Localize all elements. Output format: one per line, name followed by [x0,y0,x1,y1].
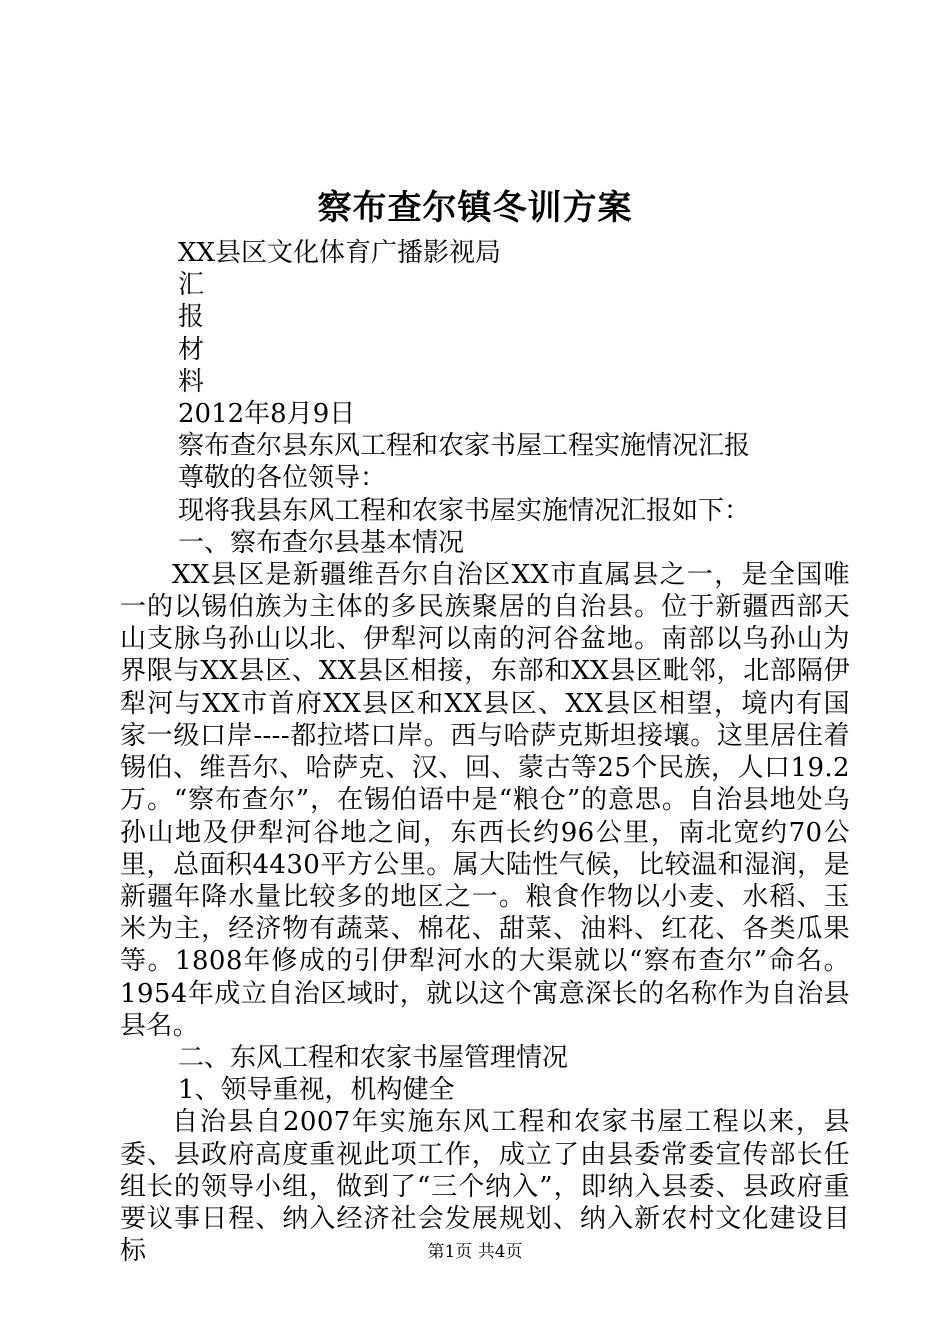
intro-line: 现将我县东风工程和农家书屋实施情况汇报如下： [178,495,751,526]
salutation: 尊敬的各位领导： [178,463,387,494]
section-2-heading: 二、东风工程和农家书屋管理情况 [178,1042,569,1073]
document-title: 察布查尔镇冬训方案 [317,188,633,228]
vertical-char-2: 报 [178,302,205,333]
vertical-char-3: 材 [178,334,205,365]
paragraph-leadership: 自治县自2007年实施东风工程和农家书屋工程以来，县委、县政府高度重视此项工作，成立了由县委常委宣传部长任组长的领导小组，做到了“三个纳入”，即纳入县委、县政府重要议事日程、纳入经济社会发展规划、纳入新农村文化建设目标 [120,1107,850,1267]
vertical-char-1: 汇 [178,270,205,301]
org-name-line: XX县区文化体育广播影视局 [178,238,502,268]
paragraph-basic-info: XX县区是新疆维吾尔自治区XX市直属县之一，是全国唯一的以锡伯族为主体的多民族聚居的自治县。位于新疆西部天山支脉乌孙山以北、伊犁河以南的河谷盆地。南部以乌孙山为界限与XX县区、XX县区相接，东部和XX县区毗邻，北部隔伊犁河与XX市首府XX县区和XX县区、XX县区相望，境内有国家一级口岸----都拉塔口岸。西与哈萨克斯坦接壤。这里居住着锡伯、维吾尔、哈萨克、汉、回、蒙古等25个民族，人口19.2万。“察布查尔”，在锡伯语中是“粮仓”的意思。自治县地处乌孙山地及伊犁河谷地之间，东西长约96公里，南北宽约70公里，总面积4430平方公里。属大陆性气候，比较温和湿润，是新疆年降水量比较多的地区之一。粮食作物以小麦、水稻、玉米为主，经济物有蔬菜、棉花、甜菜、油料、红花、各类瓜果等。1808年修成的引伊犁河水的大渠就以“察布查尔”命名。1954年成立自治区域时，就以这个寓意深长的名称作为自治县县名。 [120,559,850,1041]
report-subtitle: 察布查尔县东风工程和农家书屋工程实施情况汇报 [178,431,751,462]
date-line: 2012年8月9日 [178,398,356,429]
vertical-char-4: 料 [178,366,205,397]
document-body [120,237,850,1267]
section-1-heading: 一、察布查尔县基本情况 [178,527,465,558]
subsection-1-heading: 1、领导重视，机构健全 [178,1075,455,1106]
page-footer: 第1页 共4页 [427,1242,523,1262]
